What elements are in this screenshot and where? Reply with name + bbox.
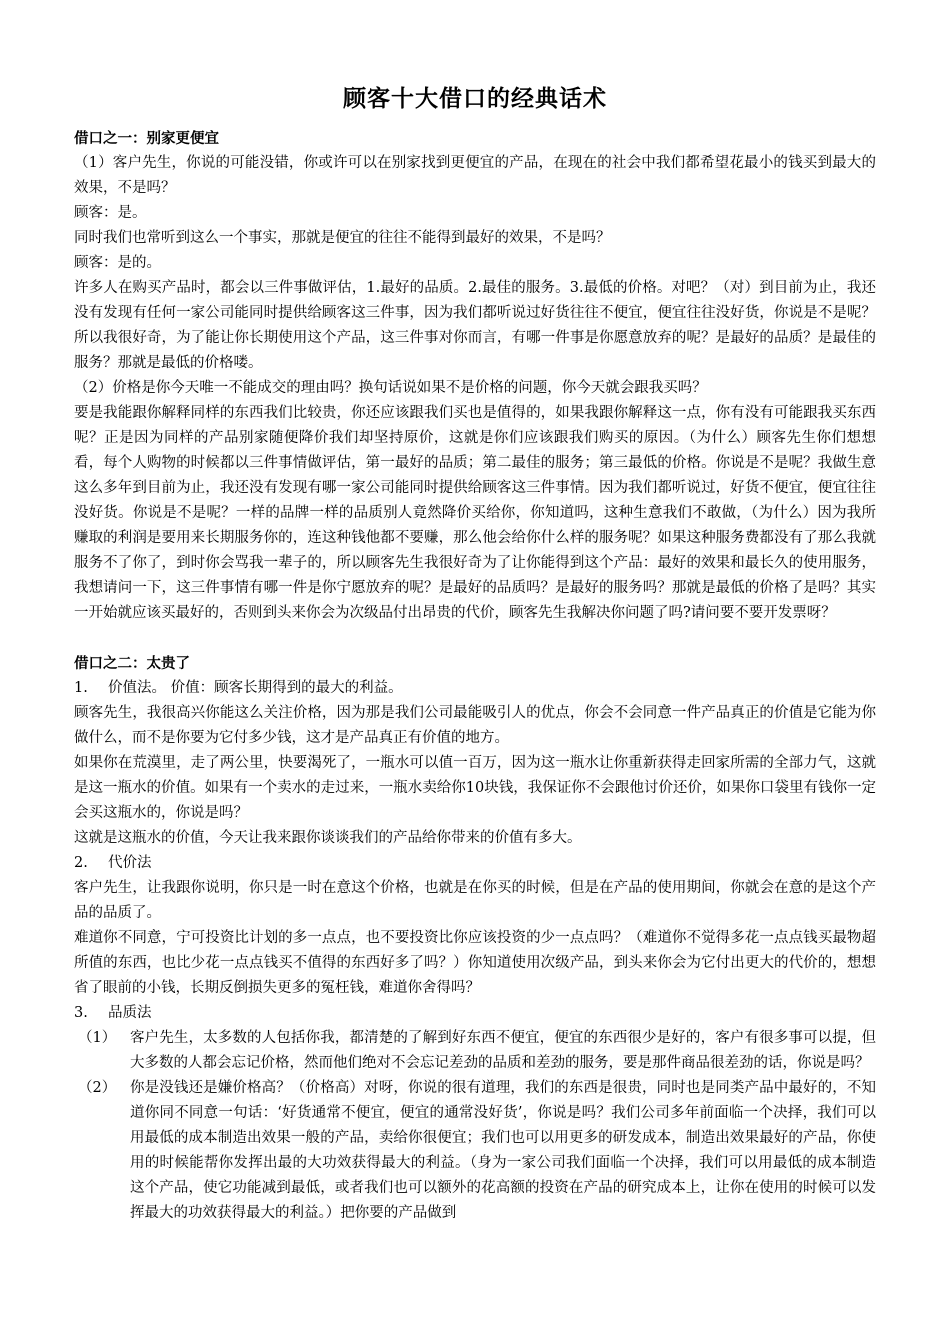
sub-item-number: （1） <box>78 1030 117 1046</box>
sub-item-text: 你是没钱还是嫌价格高？（价格高）对呀，你说的很有道理，我们的东西是很贵，同时也是同类产品中最好的，不知道你同不同意一句话：‘好货通常不便宜，便宜的通常没好货’，你说是吗？我们公司多年前面临一个决择，我们可以用最低的成本制造出效果一般的产品，卖给你很便宜；我们也可以用更多的研发成本，制造出效果最好的产品，你使用的时候能帮你发挥出最的大功效获得最大的利益。（身为一家公司我们面临一个决择，我们可以用最低的成本制造这个产品，使它功能减到最低，或者我们也可以额外的花高额的投资在产品的研究成本上，让你在使用的时候可以发挥最大的功效获得最大的利益。）把你要的产品做到 <box>130 1080 876 1221</box>
item-text: 价值法。 价值：顾客长期得到的最大的利益。 <box>108 680 403 696</box>
numbered-item <box>74 1001 876 1026</box>
section-heading: 借口之一：别家更便宜 <box>74 130 219 147</box>
sub-item <box>74 1026 876 1076</box>
section-spacer <box>74 626 876 651</box>
numbered-item <box>74 851 876 876</box>
paragraph: 如果你在荒漠里，走了两公里，快要渴死了，一瓶水可以值一百万，因为这一瓶水让你重新获得走回家所需的全部力气，这就是这一瓶水的价值。如果有一个卖水的走过来，一瓶水卖给你10块钱，我保证你不会跟他讨价还价，如果你口袋里有钱你一定会买这瓶水的，你说是吗？ <box>74 755 876 821</box>
paragraph: 同时我们也常听到这么一个事实，那就是便宜的往往不能得到最好的效果，不是吗？ <box>74 230 611 246</box>
paragraph: 顾客先生，我很高兴你能这么关注价格，因为那是我们公司最能吸引人的优点，你会不会同意一件产品真正的价值是它能为你做什么，而不是你要为它付多少钱，这才是产品真正有价值的地方。 <box>74 705 876 746</box>
sub-item <box>74 1076 876 1226</box>
item-number: 2. <box>74 855 88 871</box>
paragraph: （2）价格是你今天唯一不能成交的理由吗？换句话说如果不是价格的问题，你今天就会跟我买吗？ <box>74 380 707 396</box>
item-number: 3. <box>74 1005 88 1021</box>
section-excuse-2 <box>74 651 876 1226</box>
paragraph: 顾客：是。 <box>74 205 147 221</box>
numbered-item <box>74 676 876 701</box>
paragraph: 要是我能跟你解释同样的东西我们比较贵，你还应该跟我们买也是值得的，如果我跟你解释这一点，你有没有可能跟我买东西呢？正是因为同样的产品别家随便降价我们却坚持原价，这就是你们应该跟我们购买的原因。（为什么）顾客先生你们想想看，每个人购物的时候都以三件事情做评估，第一最好的品质；第二最佳的服务；第三最低的价格。你说是不是呢？我做生意这么多年到目前为止，我还没有发现有哪一家公司能同时提供给顾客这三件事情。因为我们都听说过，好货不便宜，便宜往往没好货。你说是不是呢？一样的品牌一样的品质别人竟然降价买给你，你知道吗，这种生意我们不敢做，（为什么）因为我所赚取的利润是要用来长期服务你的，连这种钱他都不要赚，那么他会给你什么样的服务呢？如果这种服务费都没有了那么我就服务不了你了，到时你会骂我一辈子的，所以顾客先生我很好奇为了让你能得到这个产品：最好的效果和最长久的使用服务，我想请问一下，这三件事情有哪一件是你宁愿放弃的呢？是最好的品质吗？是最好的服务吗？那就是最低的价格了是吗？其实一开始就应该买最好的，否则到头来你会为次级品付出昂贵的代价，顾客先生我解决你问题了吗?请问要不要开发票呀？ <box>74 405 876 621</box>
paragraph: 客户先生，让我跟你说明，你只是一时在意这个价格，也就是在你买的时候，但是在产品的使用期间，你就会在意的是这个产品的品质了。 <box>74 880 876 921</box>
paragraph: （1）客户先生，你说的可能没错，你或许可以在别家找到更便宜的产品，在现在的社会中我们都希望花最小的钱买到最大的效果，不是吗？ <box>74 155 876 196</box>
section-heading: 借口之二：太贵了 <box>74 655 190 672</box>
paragraph: 顾客：是的。 <box>74 255 161 271</box>
item-number: 1. <box>74 680 88 696</box>
sub-item-number: （2） <box>78 1080 117 1096</box>
paragraph: 这就是这瓶水的价值，今天让我来跟你谈谈我们的产品给你带来的价值有多大。 <box>74 830 582 846</box>
document-title: 顾客十大借口的经典话术 <box>343 85 607 112</box>
sub-item-text: 客户先生，太多数的人包括你我，都清楚的了解到好东西不便宜，便宜的东西很少是好的，客户有很多事可以提，但大多数的人都会忘记价格，然而他们绝对不会忘记差劲的品质和差劲的服务，要是那件商品很差劲的话，你说是吗？ <box>130 1030 876 1071</box>
section-excuse-1 <box>74 126 876 626</box>
item-text: 品质法 <box>108 1005 152 1021</box>
item-text: 代价法 <box>108 855 152 871</box>
paragraph: 难道你不同意，宁可投资比计划的多一点点，也不要投资比你应该投资的少一点点吗？（难道你不觉得多花一点点钱买最物超所值的东西，也比少花一点点钱买不值得的东西好多了吗？）你知道使用次级产品，到头来你会为它付出更大的代价的，想想省了眼前的小钱，长期反倒损失更多的冤枉钱，难道你舍得吗？ <box>74 930 876 996</box>
paragraph: 许多人在购买产品时，都会以三件事做评估，1.最好的品质。2.最佳的服务。3.最低的价格。对吧？（对）到目前为止，我还没有发现有任何一家公司能同时提供给顾客这三件事，因为我们都听说过好货往往不便宜，便宜往往没好货，你说是不是呢？所以我很好奇，为了能让你长期使用这个产品，这三件事对你而言，有哪一件事是你愿意放弃的呢？是最好的品质？是最佳的服务？那就是最低的价格喽。 <box>74 280 876 371</box>
